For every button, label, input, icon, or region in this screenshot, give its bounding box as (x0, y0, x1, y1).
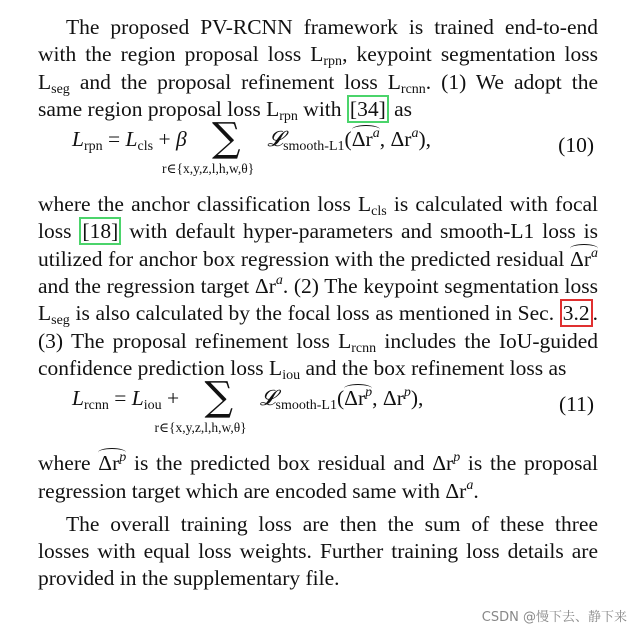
equation-11: $L_{rcnn} = L_{iou}$ + ∑ r∈{x,y,z,l,h,w,θ} $𝓛_{smooth-L1}(\Delta r^p$, $\Delta r^p$), (11) (72, 374, 594, 436)
watermark: CSDN @慢下去、静下来 (481, 610, 627, 625)
paper-page (38, 14, 598, 593)
paragraph-3: where $\Delta r^p$ is the predicted box residual and $\Delta r^p$ is the proposal regression target which are encoded same with $\Delta r^a$. (38, 450, 599, 503)
paragraph-1: The proposed PV-RCNN framework is trained end-to-end with the region proposal loss $L_{rpn}$, keypoint segmentation loss $L_{seg}$ and the proposal refinement loss $L_{rcnn}$. (1) We adopt the same region proposal loss $L_{rpn}$ with [34] as (38, 15, 599, 124)
section-ref-link[interactable]: 3.2 (560, 299, 593, 327)
equation-10: $L_{rpn} = L_{cls} + \beta$ ∑ r∈{x,y,z,l,h,w,θ} $𝓛_{smooth-L1}(\Delta r^a$, $\Delta r^a$), (10) (72, 115, 594, 177)
citation-link-34[interactable]: [34] (347, 95, 389, 123)
equation-number-11: (11) (558, 392, 594, 417)
citation-link-18[interactable]: [18] (79, 217, 121, 245)
equation-number-10: (10) (558, 133, 594, 158)
paragraph-4: The overall training loss are then the sum of these three losses with equal loss weights. Further training loss details are provided in the supplementary file. (38, 511, 598, 591)
paragraph-2: where the anchor classification loss $L_{cls}$ is calculated with focal loss [18] with default hyper-parameters and smooth-L1 loss is utilized for anchor box regression with the predicted residual $\Delta r^a$ and the regression target $\Delta r^a$. (2) The keypoint segmentation loss $L_{seg}$ is also calculated by the focal loss as mentioned in Sec. 3.2 . (3) The proposal refinement loss $L_{rcnn}$ includes the IoU-guided confidence prediction loss $L_{iou}$ and the box refinement loss as (38, 192, 598, 383)
